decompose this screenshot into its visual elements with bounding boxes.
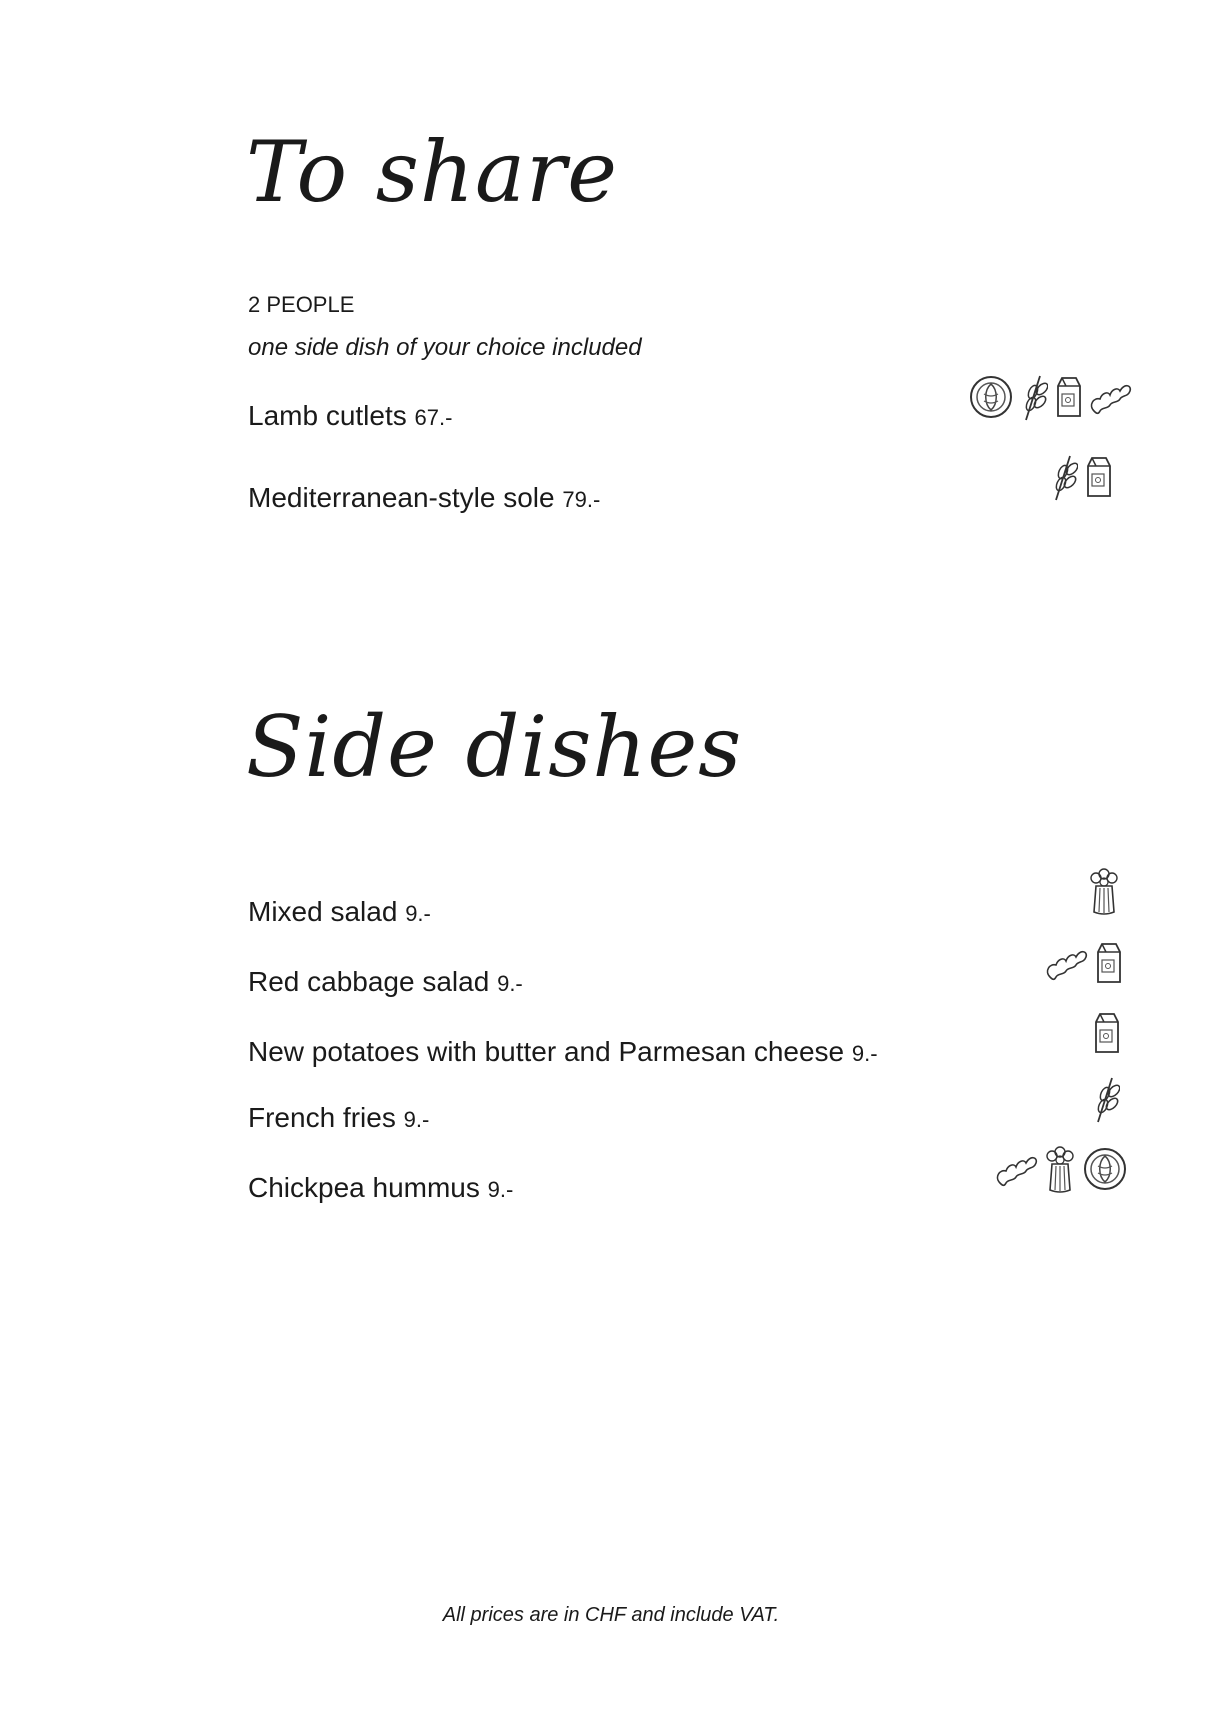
menu-item [248, 400, 452, 432]
celery-icon [1042, 1144, 1078, 1194]
menu-item [248, 966, 523, 998]
peanut-icon [1088, 377, 1132, 417]
peanut-icon [994, 1149, 1038, 1189]
menu-item-price: 9.- [403, 1107, 430, 1132]
menu-item-name: Chickpea hummus [248, 1172, 480, 1203]
menu-item-name: Mixed salad [248, 896, 398, 927]
menu-item [248, 896, 431, 928]
milk-carton-icon [1082, 454, 1114, 500]
menu-item [248, 1036, 878, 1068]
allergen-icons [1086, 866, 1122, 916]
milk-carton-icon [1092, 940, 1124, 986]
menu-item-price: 67.- [414, 405, 453, 430]
section-title-side-dishes: Side dishes [246, 698, 743, 796]
menu-item-name: French fries [248, 1102, 396, 1133]
menu-item [248, 482, 600, 514]
allergen-icons [1048, 452, 1114, 502]
menu-item-price: 9.- [497, 971, 523, 996]
menu-item-price: 9.- [405, 901, 431, 926]
serving-size: 2 PEOPLE [248, 292, 355, 317]
menu-item-price: 9.- [487, 1177, 514, 1202]
wheat-icon [1090, 1074, 1120, 1124]
wheat-icon [1018, 372, 1048, 422]
allergen-icons [968, 372, 1132, 422]
menu-item-price: 9.- [851, 1041, 878, 1066]
menu-item-price: 79.- [562, 487, 601, 512]
peanut-icon [1044, 943, 1088, 983]
allergen-icons [1090, 1074, 1120, 1124]
celery-icon [1086, 866, 1122, 916]
milk-carton-icon [1090, 1010, 1122, 1056]
allergen-icons [994, 1144, 1128, 1194]
allergen-icons [1090, 1010, 1122, 1056]
milk-carton-icon [1052, 374, 1084, 420]
nut-icon [968, 374, 1014, 420]
nut-icon [1082, 1146, 1128, 1192]
menu-item-name: Mediterranean-style sole [248, 482, 555, 513]
menu-item-name: New potatoes with butter and Parmesan cheese [248, 1036, 845, 1067]
allergen-icons [1044, 940, 1124, 986]
menu-item [248, 1102, 429, 1134]
menu-item [248, 1172, 513, 1204]
section-title-to-share: To share [246, 123, 618, 221]
side-dish-note: one side dish of your choice included [248, 334, 642, 361]
wheat-icon [1048, 452, 1078, 502]
price-disclaimer: All prices are in CHF and include VAT. [442, 1604, 780, 1626]
menu-item-name: Red cabbage salad [248, 966, 490, 997]
menu-item-name: Lamb cutlets [248, 400, 407, 431]
